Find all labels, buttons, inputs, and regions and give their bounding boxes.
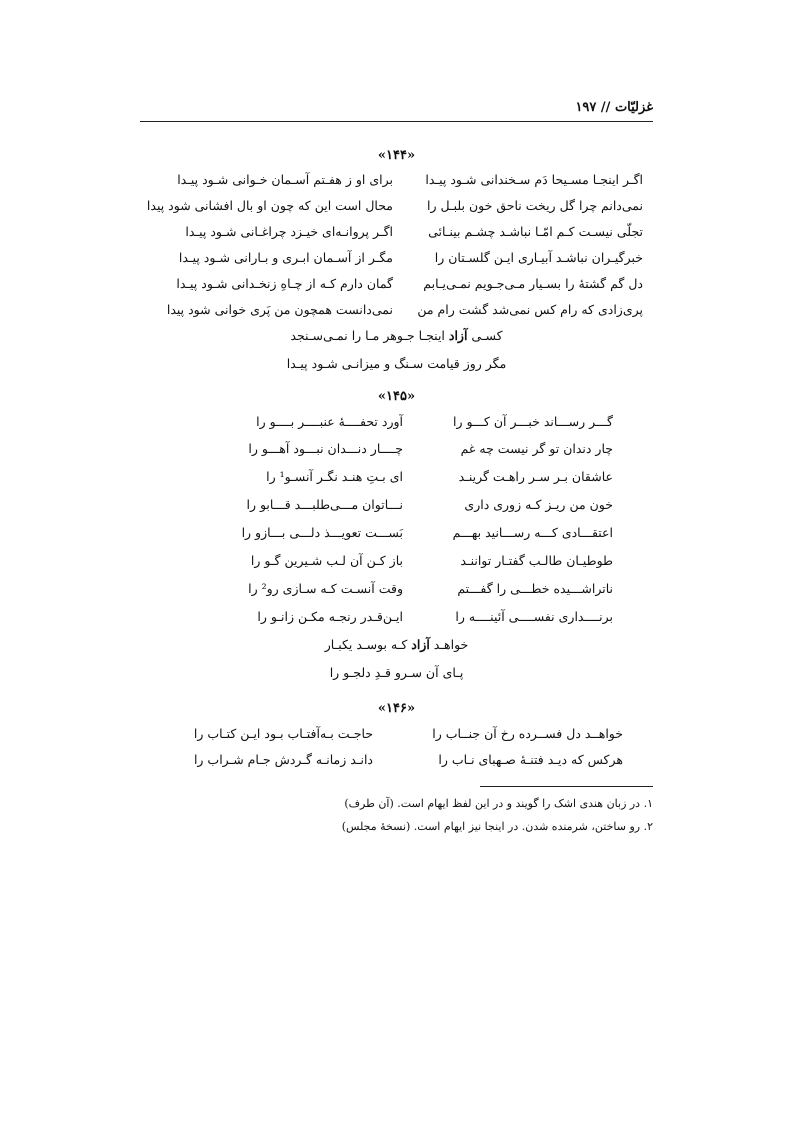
hemistich-second: گمان دارم کـه از چـاهِ زنخـدانی شـود پیـدا: [176, 276, 393, 291]
couplet: [210, 436, 613, 462]
closing-line: پـای آن سـرو قـدِ دلجـو را: [329, 665, 464, 680]
couplet: [150, 297, 643, 323]
couplet: [146, 193, 643, 219]
hemistich-first: پری‌زادی که رام کس نمی‌شد گشت رام من: [417, 302, 643, 317]
couplet: [160, 721, 623, 747]
poet-pen-name: آزاد: [411, 637, 430, 652]
couplet: [210, 548, 613, 574]
hemistich-second: حاجـت بـه‌آفتـاب بـود ایـن کتـاب را: [193, 726, 373, 741]
couplet: [210, 520, 613, 546]
closing-post: کـه بوسـد یکبـار: [324, 637, 412, 652]
hemistich-first: برنــــداری نفســــی آئینــــه را: [455, 609, 613, 624]
hemistich-second: نـــاتوان مـــی‌طلبـــد قـــابو را: [246, 497, 403, 512]
hemistich-second: نمی‌دانست همچون من پَری خوانی شود پیدا: [166, 302, 393, 317]
hemistich-first: دل گم گشتهٔ را بسـیار مـی‌جـویم نمـی‌یـابم: [423, 276, 643, 291]
hemistich-second: بَســـت تعویـــذ دلـــی بـــازو را: [241, 525, 403, 540]
couplet: [150, 245, 643, 271]
hemistich-first: خواهــد دل فســرده رخ آن جنــاب را: [432, 726, 623, 741]
closing-verse: [0, 632, 793, 658]
hemistich-first: نمی‌دانم چرا گل ریخت ناحق خون بلبـل را: [427, 198, 643, 213]
hemistich-second: دانـد زمانـه گـردش جـام شـراب را: [193, 752, 373, 767]
hemistich-first: گـــر رســـاند خبـــر آن کـــو را: [453, 414, 613, 429]
closing-verse: [0, 351, 793, 377]
couplet: [210, 604, 613, 630]
couplet: [150, 271, 643, 297]
couplet: [160, 747, 623, 773]
poem-number-146: «۱۴۶»: [377, 701, 416, 716]
couplet: [210, 576, 613, 602]
hemistich-second: اگـر پروانـه‌ای خیـزد چراغـانی شـود پیـدا: [185, 224, 393, 239]
hemistich-second: وقت آنسـت کـه سـازی رو² را: [248, 581, 403, 596]
hemistich-second: آورد تحفــــهٔ عنبــــر بــــو را: [256, 414, 403, 429]
hemistich-second: ای بـتِ هنـد نگـر آنسـو¹ را: [266, 469, 403, 484]
hemistich-first: هرکس که دیـد فتنـهٔ صـهبای نـاب را: [438, 752, 623, 767]
header-rule: [140, 121, 653, 122]
couplet: [150, 167, 643, 193]
couplet: [150, 219, 643, 245]
closing-pre: خواهـد: [429, 637, 469, 652]
running-title: غزلیّات // ۱۹۷: [575, 100, 653, 115]
couplet: [210, 464, 613, 490]
closing-post: اینجـا جـوهر مـا را نمـی‌سـنجد: [290, 328, 449, 343]
hemistich-second: محال است این که چون او بال افشانی شود پیدا: [146, 198, 393, 213]
hemistich-second: مگـر از آسـمان ابـری و بـارانی شـود پیـدا: [178, 250, 393, 265]
hemistich-first: اگـر اینجـا مسـیحا دَم سـخندانی شـود پیـدا: [425, 172, 643, 187]
hemistich-first: طوطیـان طالـب گفتـار تواننـد: [460, 553, 613, 568]
couplet: [210, 492, 613, 518]
poet-pen-name: آزاد: [448, 328, 468, 343]
closing-pre: کسـی: [467, 328, 503, 343]
closing-verse: [0, 660, 793, 686]
hemistich-first: چار دندان تو گر نیست چه غم: [460, 441, 613, 456]
hemistich-second: چــــار دنـــدان نبـــود آهـــو را: [248, 441, 403, 456]
page-header: [140, 100, 653, 120]
closing-verse: [0, 323, 793, 349]
poem-number-144: «۱۴۴»: [377, 148, 416, 163]
footnote: ۱. در زبان هندی اشک را گویند و در این لفظ ایهام است. (آن طرف): [344, 797, 653, 810]
hemistich-first: اعتقـــادی کـــه رســـانید بهـــم: [452, 525, 613, 540]
couplet: [210, 409, 613, 435]
closing-line: مگر روز قیامت سـنگ و میزانـی شـود پیـدا: [286, 356, 507, 371]
hemistich-second: باز کـن آن لـب شـیرین گـو را: [250, 553, 403, 568]
hemistich-first: ناتراشـــیده خطـــی را گفـــتم: [457, 581, 613, 596]
hemistich-first: تجلّی نیسـت کـم امّـا نباشـد چشـم بینـائی: [428, 224, 643, 239]
hemistich-second: برای او ز هفـتم آسـمان خـوانی شـود پیـدا: [177, 172, 393, 187]
footnote-rule: [480, 786, 653, 787]
hemistich-first: خون من ریـز کـه زوری داری: [464, 497, 613, 512]
poem-number-145: «۱۴۵»: [377, 389, 416, 404]
hemistich-second: ایـن‌قـدر رنجـه مکـن زانـو را: [257, 609, 403, 624]
hemistich-first: خبرگیـران نباشـد آبیـاری ایـن گلسـتان را: [434, 250, 643, 265]
footnote: ۲. رو ساختن، شرمنده شدن. در اینجا نیز ایهام است. (نسخهٔ مجلس): [341, 820, 653, 833]
hemistich-first: عاشقان بـر سـر راهـت گرینـد: [458, 469, 613, 484]
